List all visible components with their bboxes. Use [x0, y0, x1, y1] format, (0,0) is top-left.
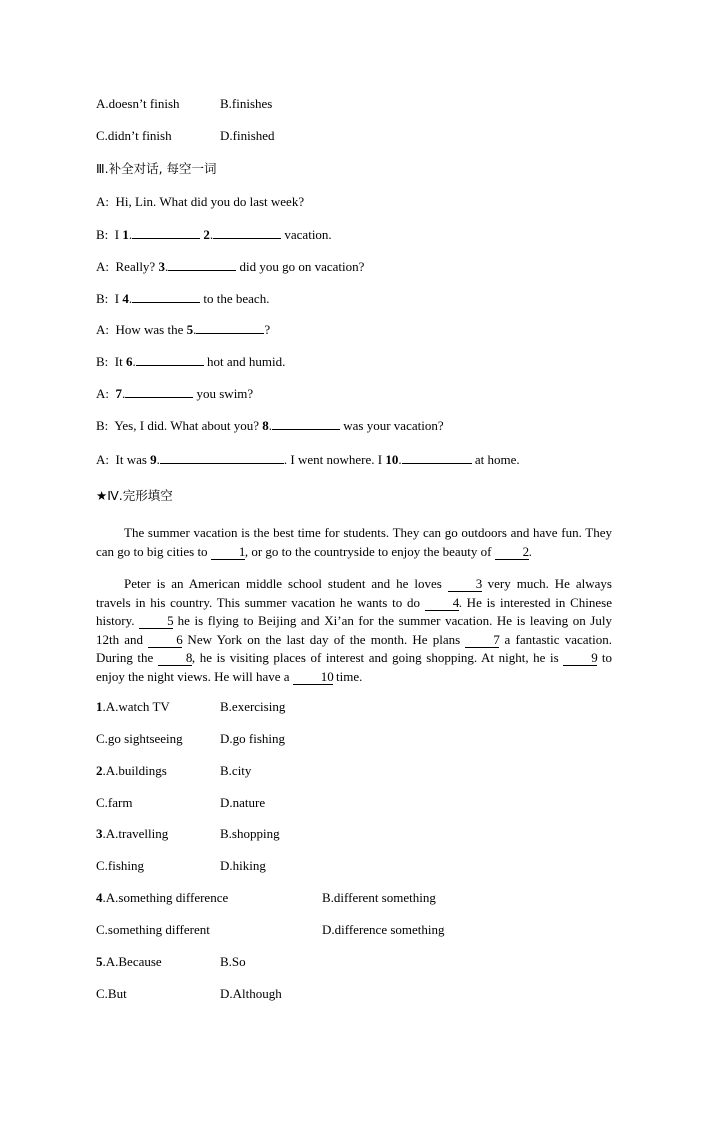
option-text: .A.travelling — [102, 826, 169, 841]
paragraph-text: to enjoy the night views. He will have a — [96, 650, 612, 684]
question-2-option-a — [96, 763, 167, 779]
dialogue-text: did you go on vacation? — [236, 259, 365, 274]
question-number: 4 — [96, 890, 103, 905]
cloze-paragraph-1 — [96, 524, 612, 561]
speaker: A: — [96, 386, 109, 401]
question-number: 1 — [96, 699, 103, 714]
option-text: .A.Because — [102, 954, 162, 969]
question-number: 5 — [96, 954, 103, 969]
cloze-blank[interactable]: 4 — [425, 596, 459, 611]
speaker: A: — [96, 322, 109, 337]
question-1-option-b: B.exercising — [220, 699, 286, 714]
cloze-blank[interactable]: 3 — [448, 577, 482, 592]
question-4-option-a — [96, 890, 228, 906]
question-4-option-b: B.different something — [322, 890, 436, 905]
dialogue-text: It was — [115, 452, 151, 467]
paragraph-text: , or go to the countryside to enjoy the beauty of — [244, 543, 495, 559]
question-4-option-d: D.difference something — [322, 922, 445, 937]
paragraph-text: , he is visiting places of interest and going shopping. At night, he is — [191, 650, 564, 665]
speaker: B: — [96, 291, 109, 306]
dialogue-line-3: A: Really? 3. did you go on vacation? — [96, 259, 365, 274]
blank-number: 7 — [115, 386, 122, 401]
dialogue-line-2: B: I 1. 2. vacation. — [96, 227, 332, 242]
cloze-blank[interactable]: 1 — [211, 545, 245, 560]
paragraph-text: . — [528, 543, 532, 559]
question-2-option-d: D.nature — [220, 795, 266, 810]
cloze-blank[interactable]: 2 — [495, 545, 529, 560]
blank-number: 8 — [262, 418, 269, 433]
dialogue-text: Hi, Lin. What did you do last week? — [115, 194, 305, 209]
cloze-blank[interactable]: 8 — [158, 651, 192, 666]
speaker: B: — [96, 354, 109, 369]
dialogue-line-4: B: I 4. to the beach. — [96, 291, 270, 306]
blank-number: 5 — [186, 322, 194, 337]
section-4-title: ★Ⅳ.完形填空 — [96, 488, 173, 503]
answer-blank[interactable] — [136, 353, 204, 366]
dialogue-text: . I went nowhere. I — [283, 452, 386, 467]
question-2-option-c: C.farm — [96, 795, 133, 810]
option-a: A.doesn’t finish — [96, 96, 180, 111]
answer-blank[interactable] — [196, 321, 264, 334]
paragraph-text: a fantastic vacation. During the — [96, 631, 613, 665]
question-5-option-a — [96, 954, 162, 970]
question-3-option-c: C.fishing — [96, 858, 145, 873]
dialogue-text: was your vacation? — [340, 418, 444, 433]
answer-blank[interactable] — [402, 451, 472, 464]
cloze-blank[interactable]: 9 — [563, 651, 597, 666]
question-3-option-d: D.hiking — [220, 858, 266, 873]
option-c: C.didn’t finish — [96, 128, 172, 143]
answer-blank[interactable] — [213, 226, 281, 239]
blank-number: 9 — [150, 452, 157, 467]
dialogue-text: to the beach. — [200, 291, 270, 306]
dialogue-text: at home. — [471, 452, 520, 467]
question-3-option-b: B.shopping — [220, 826, 280, 841]
section-3-title: Ⅲ.补全对话, 每空一词 — [96, 161, 217, 176]
blank-number: 2 — [203, 227, 210, 242]
question-5-option-d: D.Although — [220, 986, 282, 1001]
speaker: B: — [96, 418, 109, 433]
question-5-option-b: B.So — [220, 954, 246, 969]
cloze-blank[interactable]: 6 — [148, 633, 182, 648]
paragraph-text: New York on the last day of the month. He plans — [182, 631, 466, 647]
dialogue-text: I — [114, 291, 123, 306]
question-number: 2 — [96, 763, 103, 778]
answer-blank[interactable] — [160, 451, 284, 464]
blank-number: 3 — [158, 259, 165, 274]
paragraph-text: time. — [332, 668, 363, 684]
dialogue-text: It — [114, 354, 126, 369]
dialogue-text: Yes, I did. What about you? — [114, 418, 263, 433]
question-number: 3 — [96, 826, 103, 841]
question-4-option-c: C.something different — [96, 922, 210, 937]
speaker: B: — [96, 227, 109, 242]
question-1-option-c: C.go sightseeing — [96, 731, 183, 746]
paragraph-text: very much. He always travels in his country. This summer vacation he wants to do — [96, 576, 612, 610]
paragraph-text: Peter is an American middle school student and he loves — [124, 576, 448, 591]
option-b: B.finishes — [220, 96, 273, 111]
answer-blank[interactable] — [125, 385, 193, 398]
question-1-option-a — [96, 699, 170, 715]
dialogue-text: you swim? — [193, 386, 254, 401]
blank-number: 4 — [122, 291, 129, 306]
blank-number: 1 — [122, 227, 129, 242]
cloze-paragraph-2 — [96, 575, 612, 686]
dialogue-line-7: A: 7. you swim? — [96, 386, 254, 401]
dialogue-text: Really? — [115, 259, 159, 274]
paragraph-text: . He is interested in Chinese history. — [96, 594, 612, 628]
dialogue-text: hot and humid. — [203, 354, 286, 369]
cloze-blank[interactable]: 5 — [139, 614, 173, 629]
dialogue-text: How was the — [115, 322, 187, 337]
speaker: A: — [96, 452, 109, 467]
blank-number: 10 — [385, 452, 399, 467]
dialogue-text: vacation. — [281, 227, 332, 242]
answer-blank[interactable] — [132, 290, 200, 303]
option-d: D.finished — [220, 128, 275, 143]
blank-number: 6 — [126, 354, 133, 369]
cloze-blank[interactable]: 7 — [465, 633, 499, 648]
option-text: .A.buildings — [102, 763, 167, 778]
dialogue-text: I — [114, 227, 123, 242]
question-1-option-d: D.go fishing — [220, 731, 285, 746]
question-5-option-c: C.But — [96, 986, 127, 1001]
answer-blank[interactable] — [132, 226, 200, 239]
speaker: A: — [96, 259, 109, 274]
dialogue-line-9: A: It was 9. . I went nowhere. I 10. at home. — [96, 452, 520, 467]
dialogue-line-8: B: Yes, I did. What about you? 8. was your vacation? — [96, 418, 444, 433]
paragraph-text: The summer vacation is the best time for students. They can go outdoors and have fun. They can go to big cities to — [96, 525, 612, 559]
question-3-option-a — [96, 826, 168, 842]
option-text: .A.watch TV — [102, 699, 170, 714]
cloze-blank[interactable]: 10 — [293, 670, 333, 685]
answer-blank[interactable] — [272, 417, 340, 430]
dialogue-line-1 — [96, 194, 304, 210]
dialogue-line-5: A: How was the 5. ? — [96, 322, 271, 337]
answer-blank[interactable] — [168, 258, 236, 271]
dialogue-line-6: B: It 6. hot and humid. — [96, 354, 286, 369]
question-2-option-b: B.city — [220, 763, 252, 778]
dialogue-text: ? — [264, 322, 271, 337]
paragraph-text: he is flying to Beijing and Xi’an for the summer vacation. He is leaving on July 12th and — [96, 613, 612, 647]
speaker: A: — [96, 194, 109, 209]
option-text: .A.something difference — [102, 890, 229, 905]
